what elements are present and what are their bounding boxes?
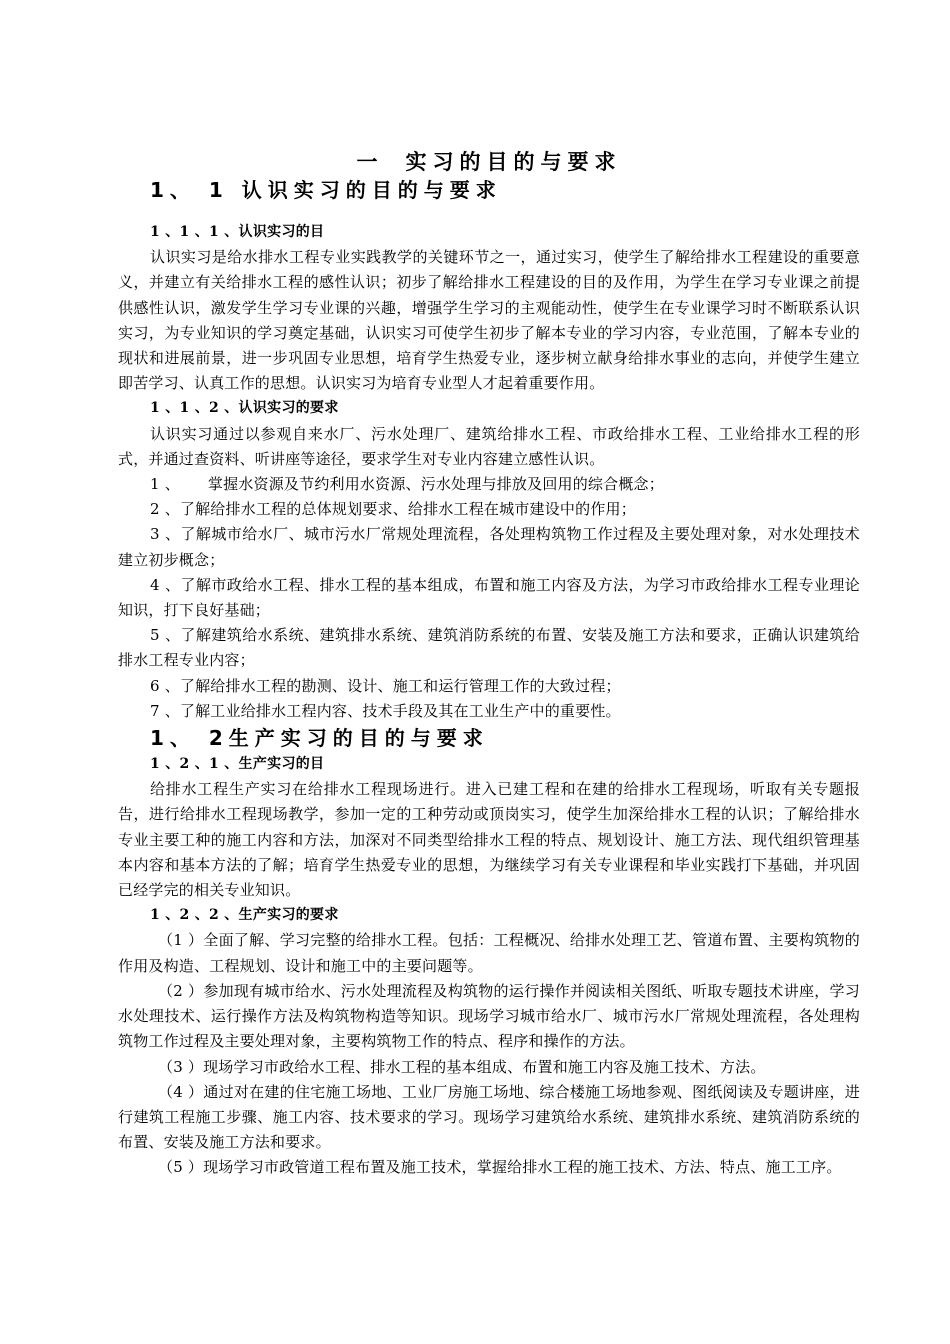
chapter-title bbox=[118, 148, 860, 176]
list-item-5: 5 、了解建筑给水系统、建筑排水系统、建筑消防系统的布置、安装及施工方法和要求，正确认识建筑给排水工程专业内容； bbox=[118, 626, 860, 670]
list-item-1-number: 1 、 bbox=[150, 475, 180, 494]
list-item-3: 3 、了解城市给水厂、城市污水厂常规处理流程，各处理构筑物工作过程及主要处理对象，对水处理技术建立初步概念； bbox=[118, 525, 860, 569]
requirement-1: （1 ）全面了解、学习完整的给排水工程。包括：工程概况、给排水处理工艺、管道布置、主要构筑物的作用及构造、工程规划、设计和施工中的主要问题等。 bbox=[118, 931, 860, 975]
document-body bbox=[118, 148, 860, 1181]
requirement-4: （4 ）通过对在建的住宅施工场地、工业厂房施工场地、综合楼施工场地参观、图纸阅读及专题讲座，进行建筑工程施工步骤、施工内容、技术要求的学习。现场学习建筑给水系统、建筑排水系统、建筑消防系统的布置、安装及施工方法和要求。 bbox=[118, 1082, 860, 1152]
list-item-6: 6 、了解给排水工程的勘测、设计、施工和运行管理工作的大致过程； bbox=[150, 676, 621, 695]
paragraph-1-1-2: 认识实习通过以参观自来水厂、污水处理厂、建筑给排水工程、市政给排水工程、工业给排水工程的形式，并通过查资料、听讲座等途径，要求学生对专业内容建立感性认识。 bbox=[118, 424, 860, 468]
requirement-5: （5 ）现场学习市政管道工程布置及施工技术，掌握给排水工程的施工技术、方法、特点、施工工序。 bbox=[158, 1158, 842, 1177]
chapter-title-text: 实习的目的与要求 bbox=[405, 150, 622, 174]
list-item-1 bbox=[118, 472, 860, 497]
requirement-2: （2 ）参加现有城市给水、污水处理流程及构筑物的运行操作并阅读相关图纸、听取专题技术讲座，学习水处理技术、运行操作方法及构筑物构造等知识。现场学习城市给水厂、城市污水厂常规处理流程，各处理构筑物工作过程及主要处理对象，主要构筑物工作的特点、程序和操作的方法。 bbox=[118, 981, 860, 1051]
paragraph-1-2-1: 给排水工程生产实习在给排水工程现场进行。进入已建工程和在建的给排水工程现场，听取有关专题报告，进行给排水工程现场教学，参加一定的工种劳动或顶岗实习，使学生加深给排水工程的认识；了解给排水专业主要工种的施工内容和方法，加深对不同类型给排水工程的特点、规划设计、施工方法、现代组织管理基本内容和基本方法的了解；培育学生热爱专业的思想，为继续学习有关专业课程和毕业实践打下基础，并巩固已经学完的相关专业知识。 bbox=[118, 780, 860, 900]
section-heading-1-2: 1、 2生产实习的目的与要求 bbox=[150, 726, 489, 751]
list-item-1-text: 掌握水资源及节约利用水资源、污水处理与排放及回用的综合概念； bbox=[207, 475, 664, 494]
list-item-2: 2 、了解给排水工程的总体规划要求、给排水工程在城市建设中的作用； bbox=[150, 500, 636, 519]
paragraph-1-1-1: 认识实习是给水排水工程专业实践教学的关键环节之一，通过实习，使学生了解给排水工程建设的重要意义，并建立有关给排水工程的感性认识；初步了解给排水工程建设的目的及作用，为学生在学习专业课之前提供感性认识，激发学生学习专业课的兴趣，增强学生学习的主观能动性，使学生在专业课学习时不断联系认识实习，为专业知识的学习奠定基础，认识实习可使学生初步了解本专业的学习内容，专业范围，了解本专业的现状和进展前景，进一步巩固专业思想，培育学生热爱专业，逐步树立献身给排水事业的志向，并使学生建立即苦学习、认真工作的思想。认识实习为培育专业型人才起着重要作用。 bbox=[118, 248, 860, 393]
list-item-4: 4 、了解市政给水工程、排水工程的基本组成，布置和施工内容及方法，为学习市政给排水工程专业理论知识，打下良好基础； bbox=[118, 575, 860, 620]
list-item-7: 7 、了解工业给排水工程内容、技术手段及其在工业生产中的重要性。 bbox=[150, 701, 621, 720]
section-heading-1-1: 1、 1 认识实习的目的与要求 bbox=[150, 178, 502, 202]
subsection-heading-1-1-1: 1 、1 、1 、认识实习的目 bbox=[150, 224, 325, 240]
subsection-heading-1-1-2: 1 、1 、2 、认识实习的要求 bbox=[150, 400, 339, 417]
chapter-number: 一 bbox=[356, 150, 384, 174]
subsection-heading-1-2-1: 1 、2 、1 、生产实习的目 bbox=[150, 756, 325, 773]
subsection-heading-1-2-2: 1 、2 、2 、生产实习的要求 bbox=[150, 907, 339, 924]
requirement-3: （3 ）现场学习市政给水工程、排水工程的基本组成、布置和施工内容及施工技术、方法。 bbox=[158, 1057, 766, 1076]
